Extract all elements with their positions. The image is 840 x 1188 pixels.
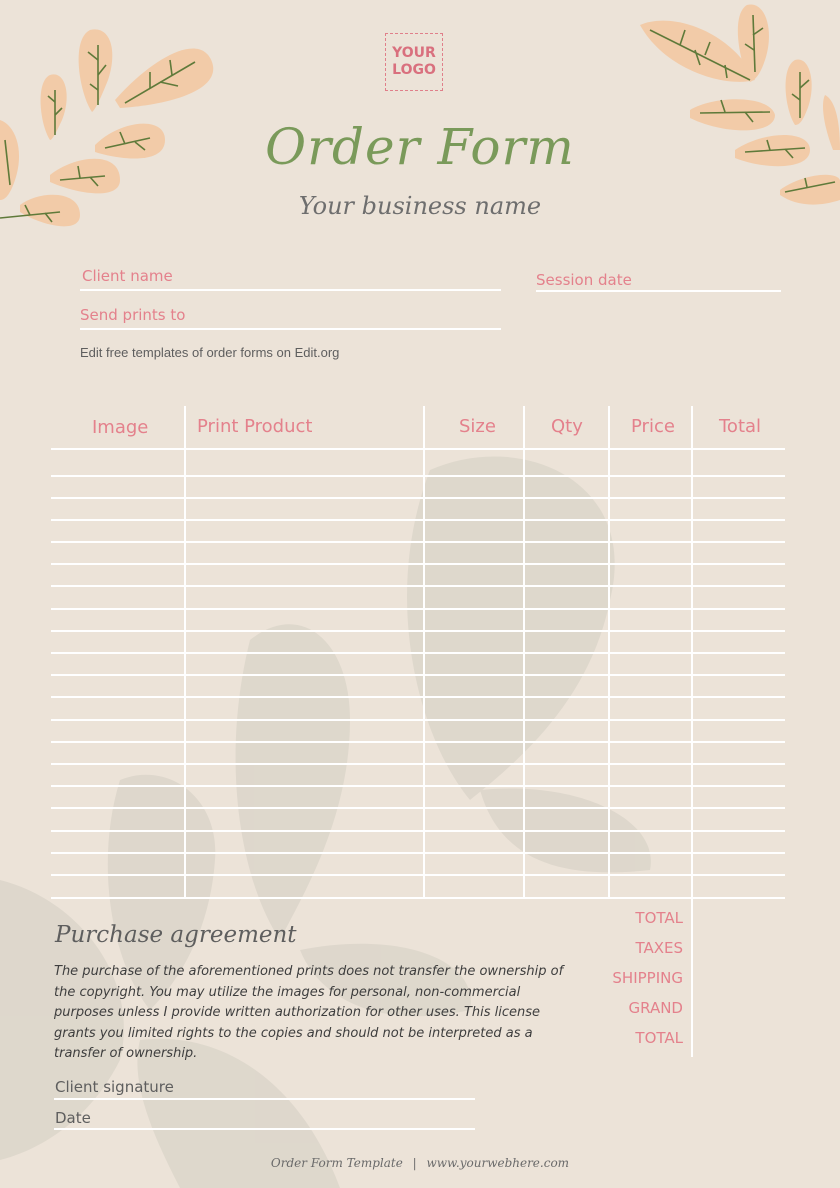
send-prints-to-line[interactable] (80, 328, 501, 330)
footer-separator: | (412, 1156, 417, 1170)
table-row-line[interactable] (51, 830, 785, 832)
table-row-line[interactable] (51, 563, 785, 565)
logo-text-line1: YOUR (392, 45, 436, 61)
purchase-agreement-text (54, 962, 574, 1065)
date-line[interactable] (54, 1128, 475, 1130)
table-row-line[interactable] (51, 874, 785, 876)
agreement-line: The purchase of the aforementioned prints does not transfer the ownership of (54, 964, 564, 979)
table-row-line[interactable] (51, 497, 785, 499)
column-header-print-product: Print Product (197, 416, 313, 437)
table-row-line[interactable] (51, 630, 785, 632)
taxes-label: TAXES (635, 939, 683, 957)
client-name-line[interactable] (80, 289, 501, 291)
session-date-line[interactable] (536, 290, 781, 292)
table-row-line[interactable] (51, 785, 785, 787)
agreement-line: grants you limited rights to the copies and should not be interpreted as a (54, 1025, 533, 1041)
template-note: Edit free templates of order forms on Edit.org (80, 345, 340, 360)
column-header-qty: Qty (551, 416, 583, 437)
column-header-size: Size (459, 416, 496, 437)
client-signature-label: Client signature (55, 1078, 174, 1096)
logo-text-line2: LOGO (392, 62, 436, 78)
leaf-branch-top-right-icon (635, 0, 840, 215)
table-row-line[interactable] (51, 652, 785, 654)
footer-template-name: Order Form Template (270, 1156, 403, 1170)
table-row-line[interactable] (51, 519, 785, 521)
column-header-price: Price (631, 416, 675, 437)
column-header-total: Total (719, 416, 762, 437)
total-label: TOTAL (635, 909, 683, 927)
session-date-label: Session date (536, 271, 632, 289)
table-row-line[interactable] (51, 741, 785, 743)
agreement-line: the copyright. You may utilize the images for personal, non-commercial (54, 984, 521, 1000)
send-prints-to-label: Send prints to (80, 306, 186, 324)
page-title: Order Form (265, 118, 575, 176)
business-name: Your business name (298, 192, 542, 220)
table-row-line[interactable] (51, 674, 785, 676)
grand-total-label: TOTAL (635, 1029, 683, 1047)
table-row-line[interactable] (51, 696, 785, 698)
footer (0, 1156, 840, 1170)
table-row-line[interactable] (51, 807, 785, 809)
grand-label: GRAND (628, 999, 683, 1017)
agreement-line: transfer of ownership. (54, 1046, 198, 1061)
footer-website-link[interactable]: www.yourwebhere.com (426, 1156, 570, 1170)
column-header-image: Image (92, 417, 149, 438)
table-row-line[interactable] (51, 541, 785, 543)
client-name-label: Client name (82, 267, 173, 285)
table-row-line[interactable] (51, 475, 785, 477)
shipping-label: SHIPPING (612, 969, 683, 987)
client-signature-line[interactable] (54, 1098, 475, 1100)
purchase-agreement-title: Purchase agreement (55, 922, 297, 948)
table-row-line[interactable] (51, 719, 785, 721)
table-row-line[interactable] (51, 897, 785, 899)
totals-divider (691, 899, 693, 1057)
table-row-line[interactable] (51, 852, 785, 854)
agreement-line: purposes unless I provide written authorization for other uses. This license (54, 1005, 541, 1020)
table-row-line[interactable] (51, 448, 785, 450)
table-row-line[interactable] (51, 608, 785, 610)
logo-placeholder (385, 33, 443, 91)
table-row-line[interactable] (51, 585, 785, 587)
table-row-line[interactable] (51, 763, 785, 765)
date-label: Date (55, 1109, 91, 1127)
